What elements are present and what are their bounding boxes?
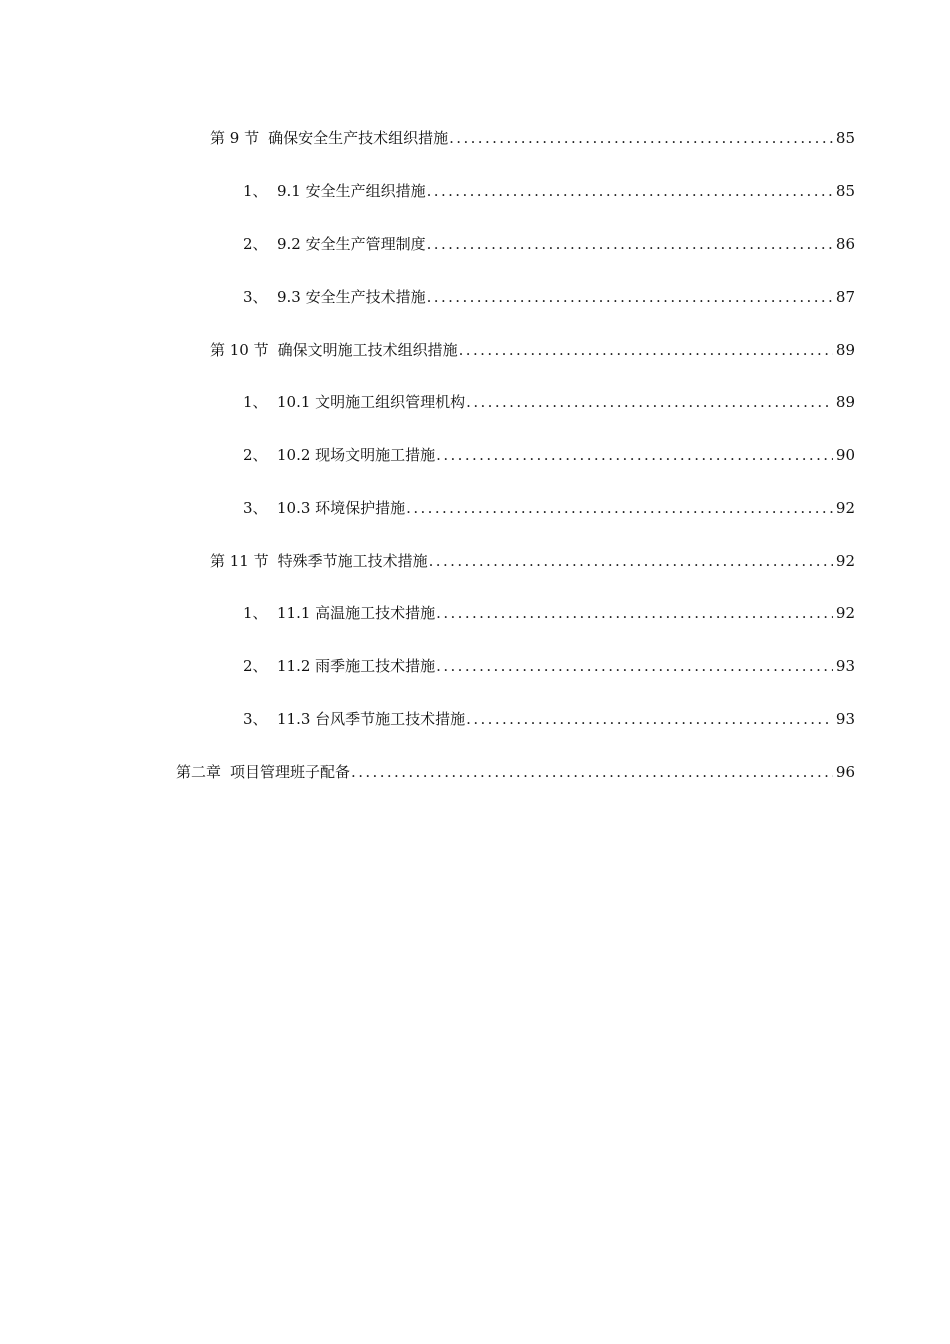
dot-leader	[436, 656, 833, 676]
toc-entry-number: 第二章	[176, 763, 222, 781]
toc-entry-page: 86	[835, 235, 855, 253]
toc-entry-page: 93	[835, 710, 855, 728]
toc-entry-title: 10.1 文明施工组织管理机构	[277, 393, 466, 411]
toc-entry-title: 确保文明施工技术组织措施	[277, 341, 458, 359]
toc-entry-page: 89	[835, 341, 855, 359]
dot-leader	[466, 709, 833, 729]
toc-entry-page: 90	[835, 446, 855, 464]
dot-leader	[436, 445, 833, 465]
dot-leader	[449, 128, 833, 148]
toc-entry-number: 2、	[243, 657, 268, 675]
dot-leader	[427, 181, 833, 201]
toc-entry-9-2[interactable]	[243, 234, 855, 254]
toc-entry-title: 9.3 安全生产技术措施	[277, 288, 426, 306]
toc-entry-title: 9.2 安全生产管理制度	[277, 235, 426, 253]
toc-entry-11-2[interactable]	[243, 656, 855, 676]
toc-entry-section-9[interactable]	[210, 128, 855, 148]
toc-entry-page: 92	[835, 604, 855, 622]
dot-leader	[436, 603, 833, 623]
toc-entry-number: 2、	[243, 446, 268, 464]
toc-entry-page: 93	[835, 657, 855, 675]
toc-entry-11-3[interactable]	[243, 709, 855, 729]
toc-entry-page: 92	[835, 552, 855, 570]
toc-entry-10-1[interactable]	[243, 392, 855, 412]
toc-entry-number: 第 10 节	[210, 341, 269, 359]
toc-entry-title: 9.1 安全生产组织措施	[277, 182, 426, 200]
toc-entry-page: 96	[835, 763, 855, 781]
toc-entry-number: 2、	[243, 235, 268, 253]
toc-entry-number: 1、	[243, 182, 268, 200]
toc-entry-title: 10.3 环境保护措施	[277, 499, 406, 517]
toc-entry-number: 3、	[243, 288, 268, 306]
dot-leader	[429, 551, 833, 571]
dot-leader	[427, 287, 833, 307]
toc-entry-section-10[interactable]	[210, 340, 855, 360]
toc-entry-page: 87	[835, 288, 855, 306]
toc-entry-11-1[interactable]	[243, 603, 855, 623]
toc-entry-title: 特殊季节施工技术措施	[277, 552, 428, 570]
toc-entry-section-11[interactable]	[210, 551, 855, 571]
toc-entry-10-3[interactable]	[243, 498, 855, 518]
toc-entry-title: 项目管理班子配备	[230, 763, 351, 781]
toc-entry-title: 10.2 现场文明施工措施	[277, 446, 436, 464]
toc-entry-page: 89	[835, 393, 855, 411]
dot-leader	[459, 340, 833, 360]
toc-entry-title: 确保安全生产技术组织措施	[268, 129, 449, 147]
toc-entry-chapter-2[interactable]	[176, 762, 855, 782]
toc-entry-number: 3、	[243, 499, 268, 517]
toc-entry-number: 3、	[243, 710, 268, 728]
toc-entry-page: 85	[835, 182, 855, 200]
dot-leader	[427, 234, 833, 254]
toc-entry-number: 第 9 节	[210, 129, 260, 147]
toc-entry-10-2[interactable]	[243, 445, 855, 465]
dot-leader	[466, 392, 833, 412]
dot-leader	[351, 762, 833, 782]
toc-entry-title: 11.1 高温施工技术措施	[277, 604, 436, 622]
toc-entry-page: 85	[835, 129, 855, 147]
toc-entry-9-1[interactable]	[243, 181, 855, 201]
toc-entry-page: 92	[835, 499, 855, 517]
toc-entry-title: 11.3 台风季节施工技术措施	[277, 710, 466, 728]
toc-entry-number: 1、	[243, 393, 268, 411]
dot-leader	[406, 498, 833, 518]
toc-entry-title: 11.2 雨季施工技术措施	[277, 657, 436, 675]
toc-entry-number: 1、	[243, 604, 268, 622]
toc-entry-9-3[interactable]	[243, 287, 855, 307]
toc-entry-number: 第 11 节	[210, 552, 269, 570]
